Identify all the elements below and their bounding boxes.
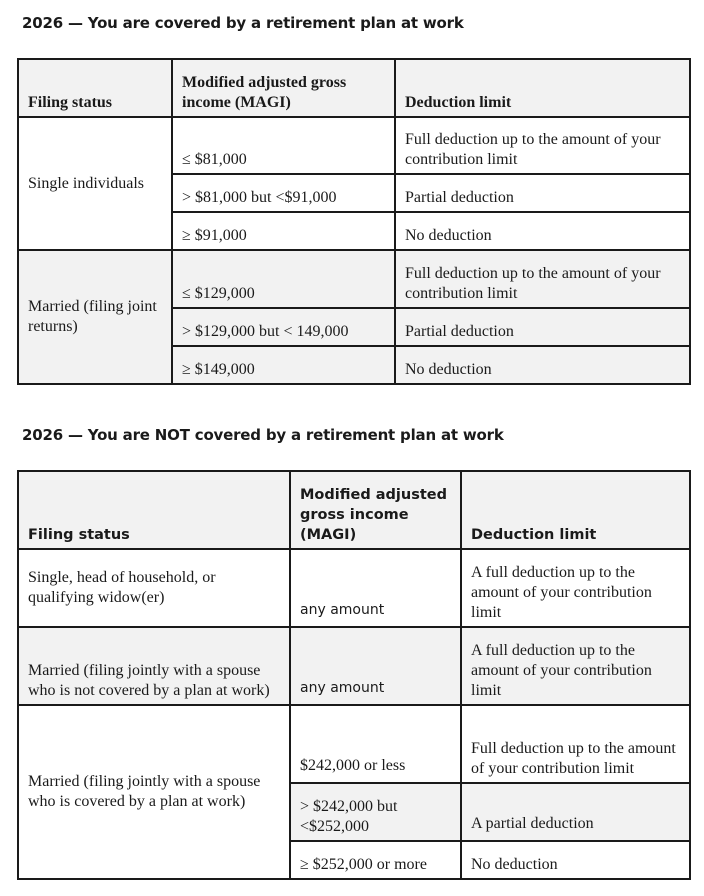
table-row: [18, 250, 690, 308]
magi-cell: ≥ $252,000 or more: [290, 841, 461, 879]
column-header-deduction-limit: Deduction limit: [395, 59, 690, 117]
deduction-cell: A partial deduction: [461, 783, 690, 841]
table-row: [18, 627, 690, 705]
column-header-deduction-limit: Deduction limit: [461, 471, 690, 549]
table-row: [18, 705, 690, 783]
filing-status-cell: Married (filing joint returns): [18, 250, 172, 384]
magi-cell: ≤ $129,000: [172, 250, 395, 308]
magi-cell: ≥ $149,000: [172, 346, 395, 384]
section-title-covered: 2026 — You are covered by a retirement plan at work: [22, 14, 464, 32]
magi-cell: ≤ $81,000: [172, 117, 395, 174]
deduction-cell: Full deduction up to the amount of your contribution limit: [395, 117, 690, 174]
filing-status-cell: Married (filing jointly with a spouse who is not covered by a plan at work): [18, 627, 290, 705]
filing-status-cell: Married (filing jointly with a spouse who is covered by a plan at work): [18, 705, 290, 879]
magi-cell: any amount: [290, 549, 461, 627]
column-header-magi: Modified adjusted gross income (MAGI): [290, 471, 461, 549]
not-covered-deduction-table: [17, 470, 691, 880]
magi-cell: > $242,000 but <$252,000: [290, 783, 461, 841]
covered-deduction-table: [17, 58, 691, 385]
deduction-cell: A full deduction up to the amount of your contribution limit: [461, 627, 690, 705]
table-header-row: [18, 59, 690, 117]
deduction-cell: Partial deduction: [395, 174, 690, 212]
table-header-row: [18, 471, 690, 549]
magi-cell: ≥ $91,000: [172, 212, 395, 250]
magi-cell: any amount: [290, 627, 461, 705]
deduction-cell: Full deduction up to the amount of your contribution limit: [461, 705, 690, 783]
column-header-magi: Modified adjusted gross income (MAGI): [172, 59, 395, 117]
section-title-not-covered: 2026 — You are NOT covered by a retirement plan at work: [22, 426, 504, 444]
column-header-filing-status: Filing status: [18, 59, 172, 117]
deduction-cell: No deduction: [461, 841, 690, 879]
deduction-cell: A full deduction up to the amount of your contribution limit: [461, 549, 690, 627]
magi-cell: $242,000 or less: [290, 705, 461, 783]
deduction-cell: Full deduction up to the amount of your contribution limit: [395, 250, 690, 308]
filing-status-cell: Single, head of household, or qualifying widow(er): [18, 549, 290, 627]
table-row: [18, 549, 690, 627]
magi-cell: > $81,000 but <$91,000: [172, 174, 395, 212]
deduction-cell: Partial deduction: [395, 308, 690, 346]
table-row: [18, 117, 690, 174]
deduction-cell: No deduction: [395, 212, 690, 250]
magi-cell: > $129,000 but < 149,000: [172, 308, 395, 346]
filing-status-cell: Single individuals: [18, 117, 172, 250]
column-header-filing-status: Filing status: [18, 471, 290, 549]
deduction-cell: No deduction: [395, 346, 690, 384]
